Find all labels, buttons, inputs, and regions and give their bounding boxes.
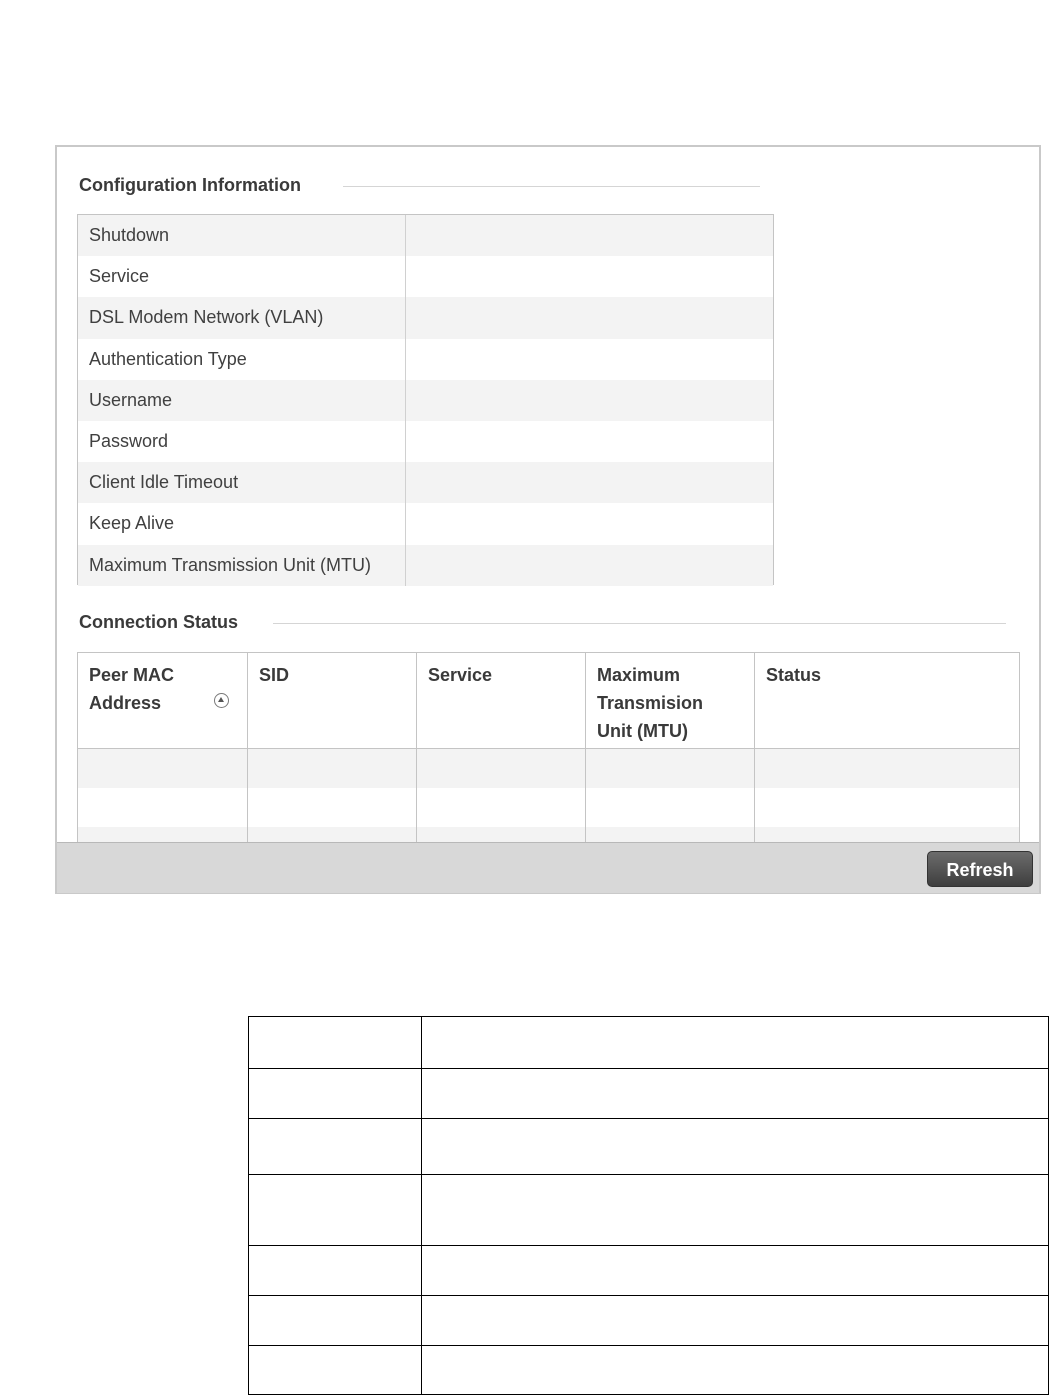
config-label: Service: [78, 256, 406, 297]
table-cell: [755, 827, 1019, 842]
section-divider: [273, 623, 1006, 624]
table-cell: [422, 1017, 1049, 1069]
config-label: Client Idle Timeout: [78, 462, 406, 503]
config-value: [406, 256, 773, 297]
table-cell: [755, 749, 1019, 788]
table-cell: [755, 788, 1019, 827]
config-value: [406, 380, 773, 421]
config-row-service: [78, 256, 773, 297]
configuration-information-table: [77, 214, 774, 585]
table-row: [249, 1069, 1049, 1119]
config-row-username: [78, 380, 773, 421]
sort-ascending-icon[interactable]: [214, 693, 229, 708]
table-cell: [586, 827, 755, 842]
table-cell: [586, 788, 755, 827]
config-value: [406, 462, 773, 503]
config-label: Username: [78, 380, 406, 421]
column-header-mtu[interactable]: [586, 653, 755, 748]
table-cell: [78, 788, 248, 827]
table-row: [78, 827, 1019, 842]
column-header-status[interactable]: [755, 653, 1019, 748]
table-cell: [417, 749, 586, 788]
config-label: Password: [78, 421, 406, 462]
table-row: [249, 1296, 1049, 1346]
panel-footer: [57, 842, 1039, 893]
column-header-label: Peer MAC Address: [89, 665, 175, 713]
table-cell: [422, 1296, 1049, 1346]
config-value: [406, 339, 773, 380]
config-row-shutdown: [78, 215, 773, 256]
table-cell: [422, 1119, 1049, 1175]
table-row: [78, 749, 1019, 788]
config-value: [406, 545, 773, 586]
config-label: Maximum Transmission Unit (MTU): [78, 545, 406, 586]
table-cell: [249, 1175, 422, 1246]
column-header-sid[interactable]: [248, 653, 417, 748]
column-header-label: SID: [259, 665, 290, 685]
table-row: [249, 1017, 1049, 1069]
config-value: [406, 421, 773, 462]
table-cell: [249, 1296, 422, 1346]
document-table: [248, 1016, 1049, 1395]
column-header-label: Maximum Transmision Unit (MTU): [597, 665, 704, 741]
section-divider: [343, 186, 760, 187]
config-label: Shutdown: [78, 215, 406, 256]
config-row-keep-alive: [78, 503, 773, 544]
table-cell: [249, 1069, 422, 1119]
table-row: [249, 1175, 1049, 1246]
config-label: Keep Alive: [78, 503, 406, 544]
table-cell: [248, 788, 417, 827]
config-row-mtu: [78, 545, 773, 586]
config-label: DSL Modem Network (VLAN): [78, 297, 406, 338]
table-cell: [417, 788, 586, 827]
table-cell: [249, 1119, 422, 1175]
table-cell: [586, 749, 755, 788]
configuration-information-heading: Configuration Information: [79, 175, 301, 195]
table-cell: [78, 827, 248, 842]
column-header-peer-mac-address[interactable]: [78, 653, 248, 748]
table-cell: [249, 1246, 422, 1296]
table-cell: [417, 827, 586, 842]
column-header-label: Status: [766, 665, 822, 685]
table-cell: [248, 749, 417, 788]
table-cell: [248, 827, 417, 842]
config-row-authentication-type: [78, 339, 773, 380]
config-row-password: [78, 421, 773, 462]
table-cell: [422, 1069, 1049, 1119]
ppp-statistics-panel: [55, 145, 1041, 894]
config-row-dsl-modem-network: [78, 297, 773, 338]
table-header-row: [78, 653, 1019, 749]
table-cell: [422, 1346, 1049, 1395]
table-cell: [422, 1175, 1049, 1246]
table-cell: [78, 749, 248, 788]
config-label: Authentication Type: [78, 339, 406, 380]
table-cell: [249, 1346, 422, 1395]
table-cell: [249, 1017, 422, 1069]
connection-status-table: [77, 652, 1020, 842]
refresh-button[interactable]: Refresh: [927, 851, 1033, 887]
table-row: [249, 1346, 1049, 1395]
config-row-client-idle-timeout: [78, 462, 773, 503]
config-value: [406, 297, 773, 338]
table-row: [249, 1119, 1049, 1175]
config-value: [406, 503, 773, 544]
table-row: [78, 788, 1019, 827]
column-header-label: Service: [428, 665, 493, 685]
table-cell: [422, 1246, 1049, 1296]
table-row: [249, 1246, 1049, 1296]
column-header-service[interactable]: [417, 653, 586, 748]
connection-status-heading: Connection Status: [79, 612, 239, 632]
config-value: [406, 215, 773, 256]
